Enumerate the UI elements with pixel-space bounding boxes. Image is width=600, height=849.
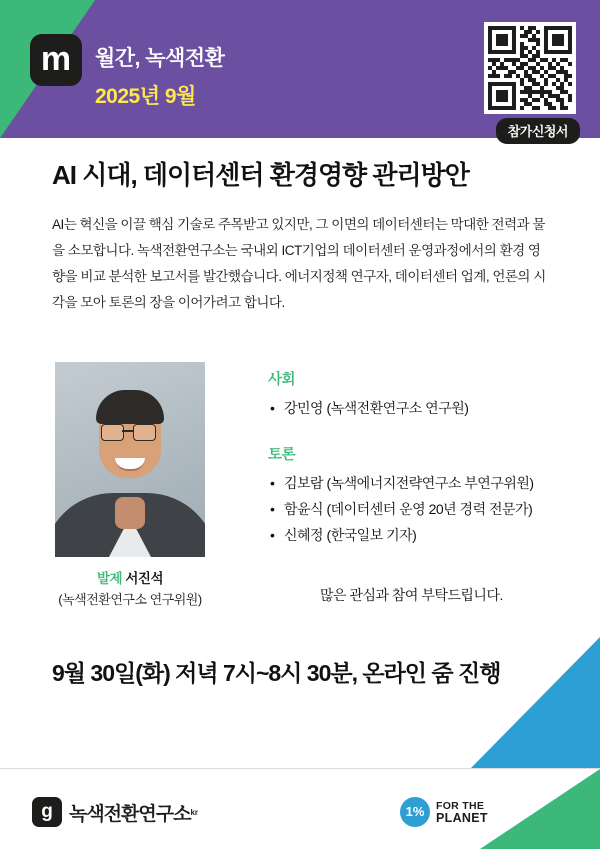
series-title: 월간, 녹색전환 [95,47,225,70]
org-mark-icon: g [32,797,62,827]
host-section [268,368,578,421]
presenter-block [55,362,205,608]
org-domain-suffix: kr [190,807,199,817]
page-title: AI 시대, 데이터센터 환경영향 관리방안 [52,160,469,190]
one-percent-icon: 1% [400,797,430,827]
org-logo [32,797,198,827]
partner-line-1: FOR THE [436,800,485,812]
discussion-list [268,470,578,548]
event-schedule: 9월 30일(화) 저녁 7시~8시 30분, 온라인 줌 진행 [52,660,501,686]
list-item: • 김보람 (녹색에너지전략연구소 부연구위원) [284,470,578,496]
org-name: 녹색전환연구소 [69,803,191,825]
presenter-photo [55,362,205,557]
partner-line-2: PLANET [436,811,488,825]
discussion-section [268,443,578,548]
list-item: • 함윤식 (데이터센터 운영 20년 경력 전문가) [284,496,578,522]
photo-glasses-right [133,424,156,441]
photo-glasses-left [101,424,124,441]
list-item: • 강민영 (녹색전환연구소 연구원) [284,395,578,421]
intro-paragraph: AI는 혁신을 이끌 핵심 기술로 주목받고 있지만, 그 이면의 데이터센터는 막대한 전력과 물을 소모합니다. 녹색전환연구소는 국내외 ICT기업의 데이터센터 운영과정에서의 환경 영향을 비교 분석한 보고서를 발간했습니다. 에너지정책 연구자, 데이터센터 업계, 언론의 시각을 모아 토론의 장을 이어가려고 합니다. [52,217,546,310]
photo-neck [115,497,145,529]
presenter-name-line [55,567,205,587]
qr-code-icon[interactable] [484,22,576,114]
monthly-logo-icon: m [30,34,82,86]
decor-green-triangle [480,769,600,849]
presenter-role-label: 발제 [97,571,123,586]
qr-label-badge[interactable]: 참가신청서 [496,118,580,144]
photo-glasses-bridge [122,430,133,432]
issue-date: 2025년 9월 [95,85,196,108]
footer-divider [0,768,600,769]
presenter-affiliation: (녹색전환연구소 연구위원) [58,592,202,607]
list-item: • 신혜정 (한국일보 기자) [284,522,578,548]
host-heading: 사회 [268,372,296,388]
host-list [268,395,578,421]
presenter-name: 서진석 [125,571,163,586]
discussion-heading: 토론 [268,447,296,463]
qr-code-grid [488,26,572,110]
closing-note: 많은 관심과 참여 부탁드립니다. [320,587,503,603]
partner-logo [400,797,488,827]
partner-text [436,800,488,824]
